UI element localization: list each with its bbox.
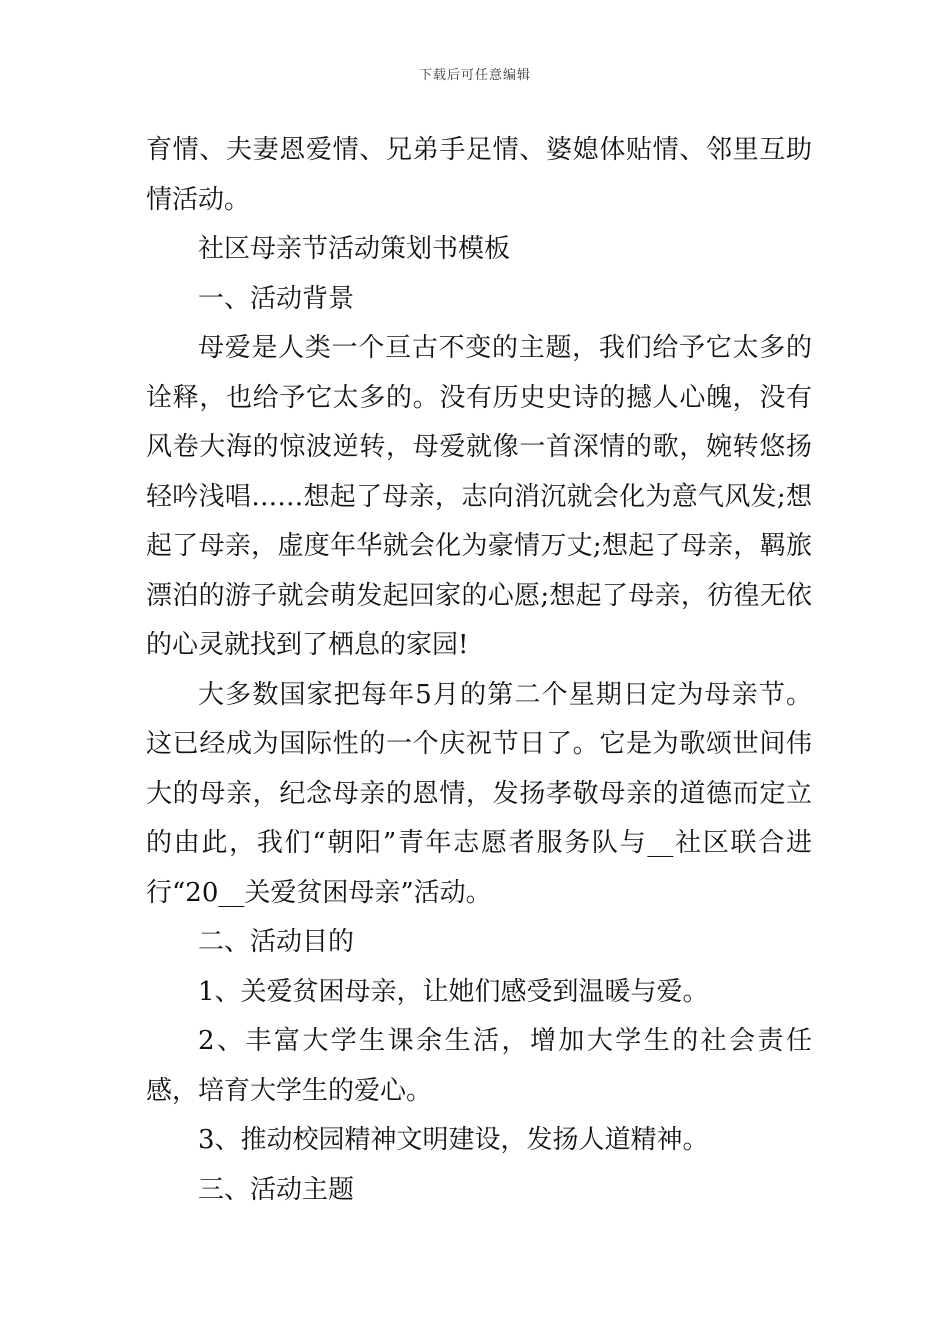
purpose-item-3: 3、推动校园精神文明建设，发扬人道精神。 <box>198 1125 709 1155</box>
purpose-item-1: 1、关爱贫困母亲，让她们感受到温暖与爱。 <box>198 976 709 1007</box>
section-heading-theme: 三、活动主题 <box>198 1174 355 1205</box>
document-body <box>146 126 812 1215</box>
document-title: 社区母亲节活动策划书模板 <box>198 234 511 264</box>
section-heading-background: 一、活动背景 <box>198 283 355 314</box>
purpose-item-2: 2、丰富大学生课余生活，增加大学生的社会责任感，培育大学生的爱心。 <box>146 1026 812 1106</box>
paragraph-background-1: 母爱是人类一个亘古不变的主题，我们给予它太多的诠释，也给予它太多的。没有历史史诗的撼人心魄，没有风卷大海的惊波逆转，母爱就像一首深情的歌，婉转悠扬轻吟浅唱……想起了母亲，志向消沉就会化为意气风发;想起了母亲，虚度年华就会化为豪情万丈;想起了母亲，羁旅漂泊的游子就会萌发起回家的心愿;想起了母亲，彷徨无依的心灵就找到了栖息的家园! <box>146 333 812 660</box>
section-heading-purpose: 二、活动目的 <box>198 927 355 957</box>
paragraph-continued: 育情、夫妻恩爱情、兄弟手足情、婆媳体贴情、邻里互助情活动。 <box>146 135 812 215</box>
paragraph-background-2: 大多数国家把每年5月的第二个星期日定为母亲节。这已经成为国际性的一个庆祝节日了。它是为歌颂世间伟大的母亲，纪念母亲的恩情，发扬孝敬母亲的道德而定立的由此，我们“朝阳”青年志愿者服务队与__社区联合进行“20__关爱贫困母亲”活动。 <box>146 679 812 908</box>
page-header: 下载后可任意编辑 <box>418 68 531 83</box>
